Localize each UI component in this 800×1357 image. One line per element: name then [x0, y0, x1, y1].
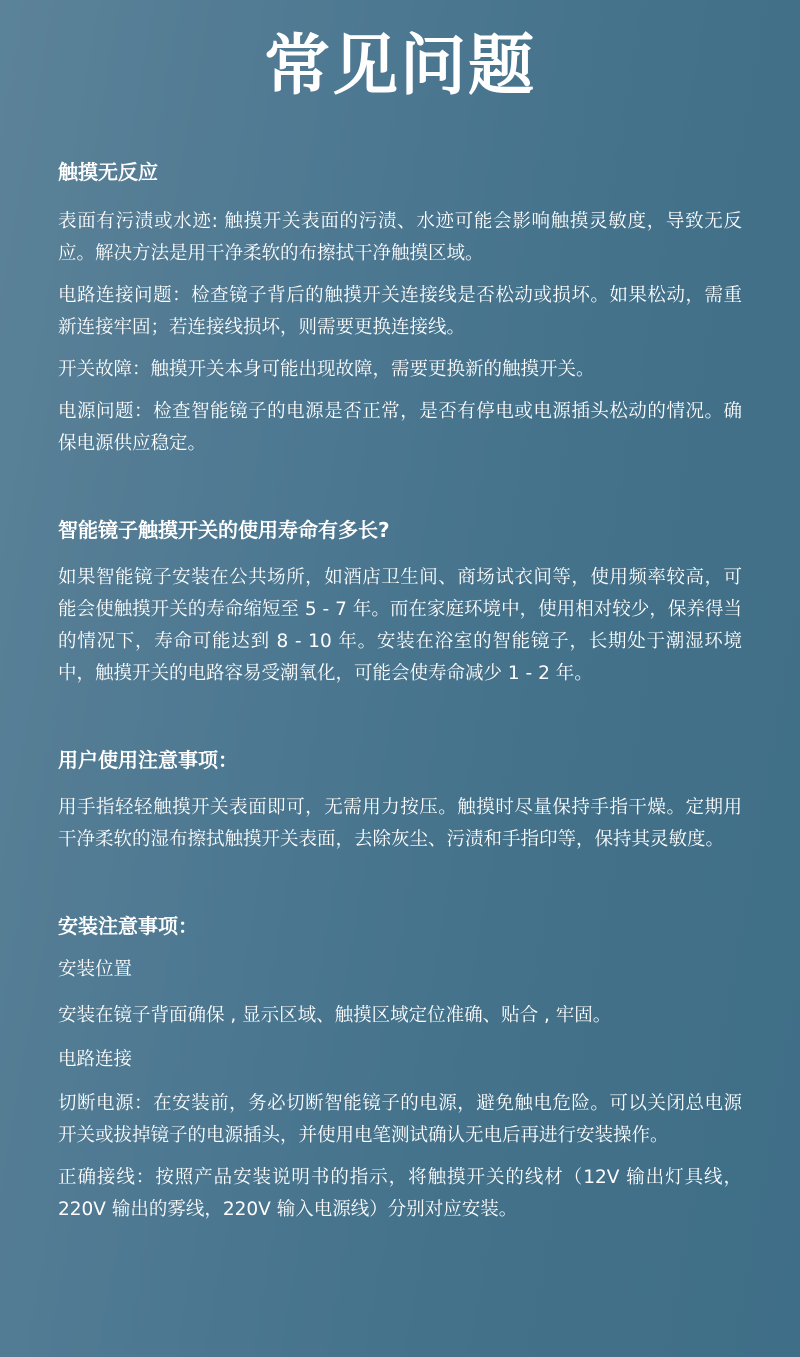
- paragraph: 安装在镜子背面确保 , 显示区域、触摸区域定位准确、贴合 , 牢固。: [58, 1005, 612, 1026]
- paragraph: 如果智能镜子安装在公共场所，如酒店卫生间、商场试衣间等，使用频率较高，可能会使触摸开关的寿命缩短至 5 - 7 年。而在家庭环境中，使用相对较少，保养得当的情况下，寿命可能达到 8 - 10 年。安装在浴室的智能镜子，长期处于潮湿环境中，触摸开关的电路容易受潮氧化，可能会使寿命减少 1 - 2 年。: [58, 567, 742, 684]
- section-heading: 触摸无反应: [58, 160, 158, 184]
- section-heading: 智能镜子触摸开关的使用寿命有多长?: [58, 518, 390, 542]
- sub-heading-circuit-connection: 电路连接: [58, 1049, 133, 1070]
- section-service-life: [58, 516, 742, 690]
- sub-heading-install-position: 安装位置: [58, 959, 133, 980]
- paragraph: 电源问题：检查智能镜子的电源是否正常，是否有停电或电源插头松动的情况。确保电源供应稳定。: [58, 401, 742, 454]
- paragraph: 开关故障：触摸开关本身可能出现故障，需要更换新的触摸开关。: [58, 359, 595, 380]
- section-heading: 用户使用注意事项：: [58, 748, 238, 772]
- section-heading: 安装注意事项：: [58, 914, 198, 938]
- section-installation-notes: [58, 912, 742, 1226]
- section-no-touch-response: [58, 158, 742, 460]
- section-user-notes: [58, 746, 742, 856]
- page-title: 常见问题: [264, 27, 536, 104]
- paragraph: 切断电源：在安装前，务必切断智能镜子的电源，避免触电危险。可以关闭总电源开关或拔掉镜子的电源插头，并使用电笔测试确认无电后再进行安装操作。: [58, 1093, 742, 1146]
- paragraph: 表面有污渍或水迹: 触摸开关表面的污渍、水迹可能会影响触摸灵敏度，导致无反应。解决方法是用干净柔软的布擦拭干净触摸区域。: [58, 211, 742, 264]
- paragraph: 用手指轻轻触摸开关表面即可，无需用力按压。触摸时尽量保持手指干燥。定期用干净柔软的湿布擦拭触摸开关表面，去除灰尘、污渍和手指印等，保持其灵敏度。: [58, 797, 742, 850]
- paragraph: 电路连接问题：检查镜子背后的触摸开关连接线是否松动或损坏。如果松动，需重新连接牢固；若连接线损坏，则需要更换连接线。: [58, 285, 742, 338]
- paragraph: 正确接线：按照产品安装说明书的指示，将触摸开关的线材（12V 输出灯具线，220V 输出的雾线，220V 输入电源线）分别对应安装。: [58, 1167, 742, 1220]
